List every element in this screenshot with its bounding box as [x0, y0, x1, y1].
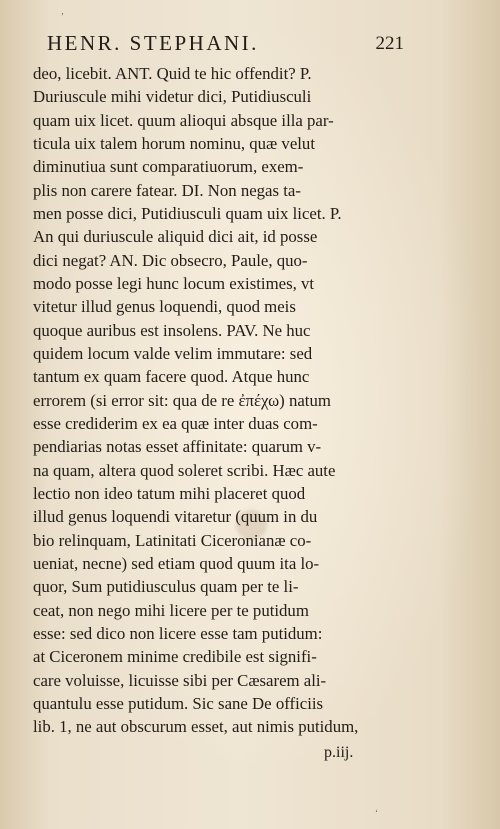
text-line: deo, licebit. ANT. Quid te hic offendit? P. — [33, 64, 312, 83]
text-line: lectio non ideo tatum mihi placeret quod — [33, 483, 306, 503]
text-line: pendiarias notas esset affinitate: quarum v- — [33, 437, 322, 457]
text-line: na quam, altera quod soleret scribi. Hæc aute — [33, 460, 336, 480]
text-line: plis non carere fatear. DI. Non negas ta- — [33, 180, 301, 200]
text-line: illud genus loquendi vitaretur (quum in du — [33, 507, 318, 527]
text-line: Duriuscule mihi videtur dici, Putidiusculi — [33, 87, 312, 107]
text-line: quoque auribus est insolens. PAV. Ne huc — [33, 320, 311, 340]
text-line: modo posse legi hunc locum existimes, vt — [33, 273, 315, 293]
text-line: quidem locum valde velim immutare: sed — [33, 343, 313, 363]
text-line: ueniat, necne) sed etiam quod quum ita lo- — [33, 553, 320, 573]
page-header — [34, 31, 404, 55]
text-line: ticula uix talem horum nominu, quæ velut — [33, 133, 315, 153]
running-head: HENR. STEPHANI. — [47, 31, 259, 55]
catchword: p.iij. — [324, 744, 354, 761]
bottom-mark: ‘ — [375, 808, 378, 818]
text-line: quor, Sum putidiusculus quam per te li- — [33, 577, 299, 597]
text-line: errorem (si error sit: qua de re ἐπέχω) natum — [33, 390, 331, 410]
page-number: 221 — [375, 33, 404, 54]
text-line: quantulu esse putidum. Sic sane De officiis — [33, 693, 324, 713]
text-line: vitetur illud genus loquendi, quod meis — [33, 297, 296, 317]
text-line: esse crediderim ex ea quæ inter duas com- — [33, 413, 318, 433]
text-line: An qui duriuscule aliquid dici ait, id posse — [33, 227, 318, 247]
text-line: bio relinquam, Latinitati Ciceronianæ co- — [33, 530, 312, 550]
text-line: at Ciceronem minime credibile est signifi- — [33, 647, 317, 667]
text-line: dici negat? AN. Dic obsecro, Paule, quo- — [33, 250, 308, 270]
top-mark: ‚ — [61, 6, 64, 16]
text-line: tantum ex quam facere quod. Atque hunc — [33, 367, 310, 387]
text-line: men posse dici, Putidiusculi quam uix licet. P. — [33, 203, 342, 223]
text-line: quam uix licet. quum alioqui absque illa par- — [33, 110, 334, 130]
text-line: lib. 1, ne aut obscurum esset, aut nimis putidum, — [33, 717, 359, 737]
text-line: care voluisse, licuisse sibi per Cæsarem ali- — [33, 670, 327, 690]
text-line: esse: sed dico non licere esse tam putidum: — [33, 623, 323, 643]
text-line: ceat, non nego mihi licere per te putidum — [33, 600, 309, 620]
body-text — [33, 62, 401, 739]
text-line: diminutiua sunt comparatiuorum, exem- — [33, 157, 304, 177]
